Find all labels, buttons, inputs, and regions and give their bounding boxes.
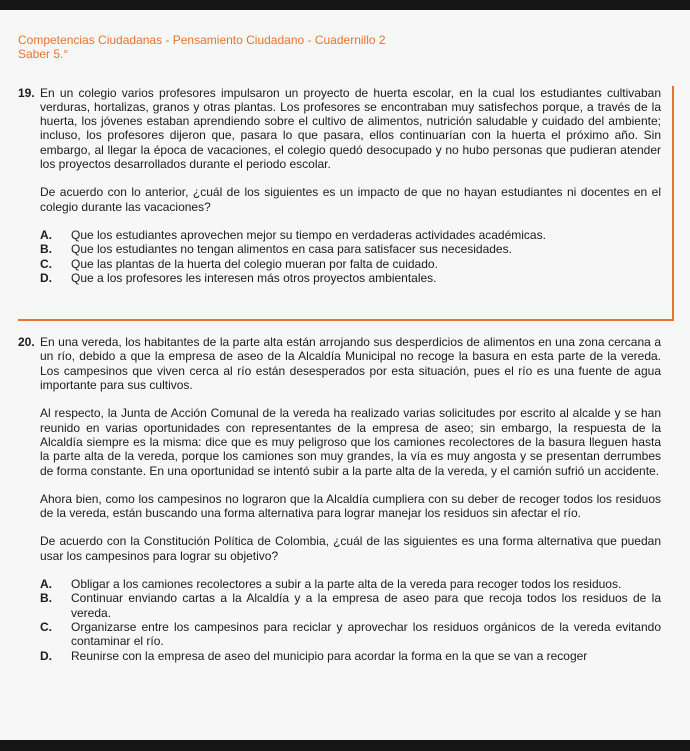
option-row	[40, 591, 661, 620]
option-letter: C.	[40, 619, 52, 634]
question-19-options	[40, 228, 661, 285]
option-letter: B.	[40, 242, 52, 257]
question-19-number: 19.	[18, 85, 35, 100]
document-header	[18, 33, 661, 62]
option-text: Que los estudiantes no tengan alimentos en casa para satisfacer sus necesidades.	[71, 242, 512, 257]
document-subtitle: Saber 5.°	[18, 47, 69, 62]
option-letter: B.	[40, 591, 52, 606]
bottom-bar	[0, 740, 690, 751]
document-title: Competencias Ciudadanas - Pensamiento Ciudadano - Cuadernillo 2	[18, 33, 386, 47]
option-text: Obligar a los camiones recolectores a subir a la parte alta de la vereda para recoger todos los residuos.	[71, 577, 622, 592]
top-bar	[0, 0, 690, 10]
question-20-paragraph-1: En una vereda, los habitantes de la parte alta están arrojando sus desperdicios de alimentos en una zona cercana a un río, debido a que la empresa de aseo de la Alcaldía Municipal no recoge la basura en esta parte de la vereda. Los campesinos que viven cerca al río están desesperados por esta situación, pues el río es una fuente de agua importante para sus cultivos.	[40, 335, 661, 393]
option-row	[40, 271, 661, 285]
document-page	[0, 10, 690, 663]
question-20	[18, 335, 661, 663]
option-row	[40, 257, 661, 271]
option-letter: D.	[40, 648, 52, 663]
option-text: Que los estudiantes aprovechen mejor su tiempo en verdaderas actividades académicas.	[71, 227, 546, 242]
option-text: Organizarse entre los campesinos para reciclar y aprovechar los residuos orgánicos de la vereda evitando contaminar el río.	[71, 619, 661, 649]
question-19	[18, 86, 674, 322]
option-row	[40, 620, 661, 649]
question-20-number: 20.	[18, 335, 35, 350]
option-text: Continuar enviando cartas a la Alcaldía y a la empresa de aseo para que recoja todos los residuos de la vereda.	[71, 591, 661, 620]
option-row	[40, 242, 661, 256]
question-20-options	[40, 577, 661, 663]
option-text: Que a los profesores les interesen más otros proyectos ambientales.	[71, 270, 437, 285]
question-20-body	[40, 335, 661, 663]
question-19-prompt: De acuerdo con lo anterior, ¿cuál de los siguientes es un impacto de que no hayan estudiantes ni docentes en el colegio durante las vacaciones?	[40, 185, 661, 214]
option-text: Reunirse con la empresa de aseo del municipio para acordar la forma en la que se van a recoger	[71, 648, 588, 663]
option-letter: D.	[40, 270, 52, 285]
question-19-paragraph-1: En un colegio varios profesores impulsaron un proyecto de huerta escolar, en la cual los estudiantes cultivaban verduras, hortalizas, granos y otras plantas. Los profesores se encontraban muy satisfechos porque, a través de la huerta, los jóvenes estaban aprendiendo sobre el cultivo de alimentos, nutrición saludable y cuidado del ambiente; incluso, los profesores dijeron que, pasara lo que pasara, ellos continuarían con la huerta el próximo año. Sin embargo, al llegar la época de vacaciones, el colegio quedó desocupado y no hubo personas que pudieran atender los proyectos desarrollados durante el periodo escolar.	[40, 85, 661, 172]
option-letter: A.	[40, 227, 52, 242]
option-letter: C.	[40, 256, 52, 271]
question-20-prompt: De acuerdo con la Constitución Política de Colombia, ¿cuál de las siguientes es una forma alternativa que puedan usar los campesinos para lograr su objetivo?	[40, 534, 661, 563]
question-19-body	[40, 86, 661, 286]
option-row	[40, 577, 661, 591]
option-text: Que las plantas de la huerta del colegio mueran por falta de cuidado.	[71, 256, 438, 271]
question-20-paragraph-2: Al respecto, la Junta de Acción Comunal de la vereda ha realizado varias solicitudes por escrito al alcalde y se han reunido en varias oportunidades con representantes de la empresa de aseo; sin embargo, la respuesta de la Alcaldía siempre es la misma: dice que es muy peligroso que los camiones recolectores de la basura lleguen hasta la parte alta de la vereda, porque los camiones son muy grandes, la vía es muy angosta y se presentan derrumbes de forma constante. En una oportunidad se intentó subir a la parte alta de la vereda, y el camión sufrió un accidente.	[40, 406, 661, 478]
option-row	[40, 228, 661, 242]
option-letter: A.	[40, 577, 52, 592]
option-row	[40, 649, 661, 663]
question-20-paragraph-3: Ahora bien, como los campesinos no lograron que la Alcaldía cumpliera con su deber de recoger todos los residuos de la vereda, están buscando una forma alternativa para lograr manejar los residuos sin afectar el río.	[40, 491, 661, 521]
